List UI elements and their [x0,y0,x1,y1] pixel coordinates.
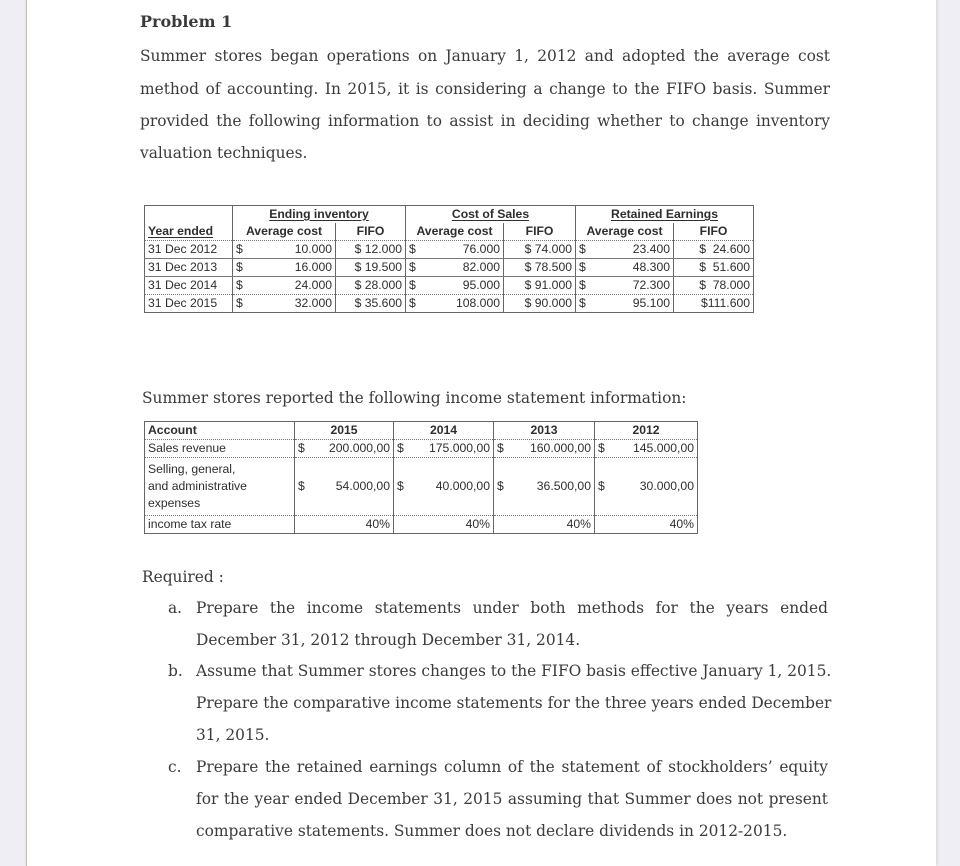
year-cell: 31 Dec 2015 [145,295,233,313]
tax-2012-cell: 40% [669,517,694,531]
col-header-2012: 2012 [595,422,698,440]
col-header-re-fifo: FIFO [674,223,754,241]
intro-line-2: method of accounting. In 2015, it is considering a change to the FIFO basis. Summer [140,80,830,98]
item-b-line-3: 31, 2015. [196,726,270,744]
tax-2015-cell: 40% [295,516,394,534]
sga-label: Selling, general, and administrative expenses [145,458,295,516]
intro-line-1: Summer stores began operations on January 1, 2012 and adopted the average cost [140,47,830,65]
group-header-ending-inventory: Ending inventory [233,206,406,224]
intro-line-3: provided the following information to assist in deciding whether to change inventory [140,112,830,130]
blank-header-cell [145,206,233,224]
re-fifo-cell: $111.600 [701,296,751,310]
cos-fifo-cell: $ 78.500 [504,259,576,277]
income-statement-table [144,421,698,534]
sga-2015-cell: $ 54.000,00 [295,458,394,516]
table-row [145,259,754,277]
table-row-sales-revenue [145,440,698,458]
table-row [145,295,754,313]
sales-2012-cell: $ 145.000,00 [595,440,698,458]
col-header-year-ended: Year ended [145,223,233,241]
sga-2013-cell: $ 36.500,00 [494,458,595,516]
item-b-letter: b. [168,662,183,680]
income-intro: Summer stores reported the following income statement information: [142,389,687,407]
cos-avg-cell: $ 82.000 [406,259,504,277]
table-row [145,241,754,259]
inv-avg-cell: $ 10.000 [233,241,336,259]
re-fifo-cell: $ 78.000 [674,277,754,295]
sales-2014-cell: $ 175.000,00 [394,440,494,458]
col-header-inv-avg: Average cost [233,223,336,241]
tax-2014-cell: 40% [394,516,494,534]
item-b-line-1: Assume that Summer stores changes to the FIFO basis effective January 1, 2015. [196,662,832,680]
col-header-account: Account [145,422,295,440]
item-a-line-2: December 31, 2012 through December 31, 2014. [196,631,581,649]
inv-fifo-cell: $ 12.000 [336,241,406,259]
item-a-line-1: Prepare the income statements under both methods for the years ended [196,599,828,617]
item-c-line-1: Prepare the retained earnings column of the statement of stockholders’ equity [196,758,828,776]
col-header-inv-fifo: FIFO [336,223,406,241]
col-header-2014: 2014 [394,422,494,440]
item-b-line-2: Prepare the comparative income statements for the three years ended December [196,694,832,712]
re-avg-cell: $ 48.300 [576,259,674,277]
inv-avg-cell: $ 32.000 [233,295,336,313]
cos-avg-cell: $ 95.000 [406,277,504,295]
table-row [145,277,754,295]
cos-avg-cell: $ 76.000 [406,241,504,259]
group-header-cost-of-sales: Cost of Sales [406,206,576,224]
cos-fifo-cell: $ 74.000 [504,241,576,259]
inv-fifo-cell: $ 19.500 [336,259,406,277]
sales-2015-cell: $ 200.000,00 [295,440,394,458]
inv-fifo-cell: $ 35.600 [336,295,406,313]
tax-rate-label: income tax rate [145,516,295,534]
inventory-comparison-table [144,205,754,313]
col-header-cos-fifo: FIFO [504,223,576,241]
sga-2012-cell: $ 30.000,00 [595,458,698,516]
item-c-line-3: comparative statements. Summer does not declare dividends in 2012-2015. [196,822,788,840]
col-header-re-avg: Average cost [576,223,674,241]
cos-fifo-cell: $ 90.000 [504,295,576,313]
col-header-cos-avg: Average cost [406,223,504,241]
inv-avg-cell: $ 16.000 [233,259,336,277]
year-cell: 31 Dec 2014 [145,277,233,295]
sga-2014-cell: $ 40.000,00 [394,458,494,516]
table-row-tax-rate [145,516,698,534]
item-a-letter: a. [168,599,183,617]
year-cell: 31 Dec 2013 [145,259,233,277]
col-header-2013: 2013 [494,422,595,440]
re-avg-cell: $ 95.100 [576,295,674,313]
problem-heading: Problem 1 [140,12,233,31]
re-avg-cell: $ 23.400 [576,241,674,259]
sales-2013-cell: $ 160.000,00 [494,440,595,458]
tax-2013-cell: 40% [494,516,595,534]
item-c-line-2: for the year ended December 31, 2015 assuming that Summer does not present [196,790,828,808]
inv-avg-cell: $ 24.000 [233,277,336,295]
re-fifo-cell: $ 24.600 [674,241,754,259]
cos-avg-cell: $ 108.000 [406,295,504,313]
col-header-2015: 2015 [295,422,394,440]
re-avg-cell: $ 72.300 [576,277,674,295]
intro-line-4: valuation techniques. [140,144,308,162]
re-fifo-cell: $ 51.600 [674,259,754,277]
table-row-sga [145,458,698,516]
year-cell: 31 Dec 2012 [145,241,233,259]
required-label: Required : [142,568,224,586]
inv-fifo-cell: $ 28.000 [336,277,406,295]
group-header-retained-earnings: Retained Earnings [611,207,719,221]
cos-fifo-cell: $ 91.000 [504,277,576,295]
sales-revenue-label: Sales revenue [145,440,295,458]
item-c-letter: c. [168,758,182,776]
